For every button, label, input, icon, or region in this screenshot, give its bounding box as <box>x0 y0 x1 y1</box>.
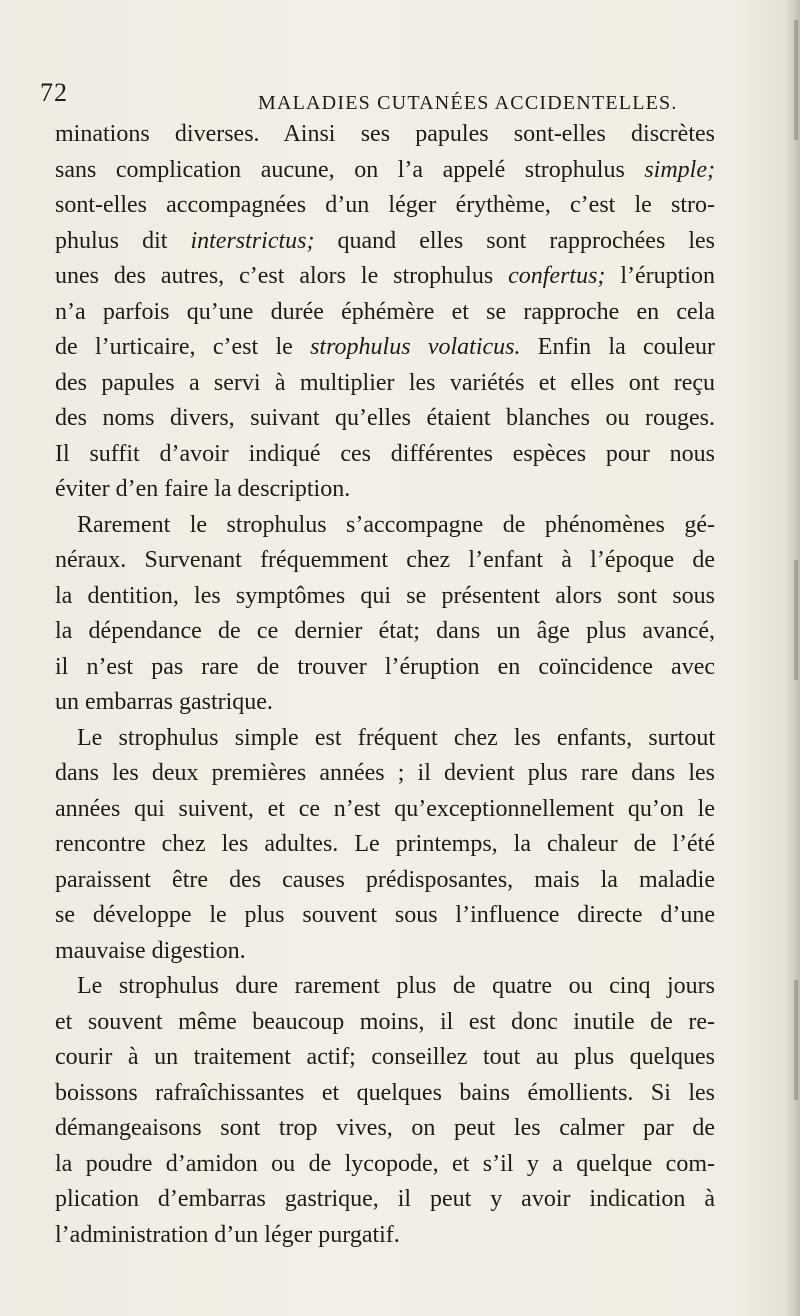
text-line: courir à un traitement actif; conseillez tout au plus quelques <box>55 1044 715 1070</box>
text-line: des noms divers, suivant qu’elles étaient blanches ou rouges. <box>55 405 715 431</box>
running-head: MALADIES CUTANÉES ACCIDENTELLES. <box>258 92 678 114</box>
body-text <box>55 117 715 1253</box>
text-line: la poudre d’amidon ou de lycopode, et s’il y a quelque com- <box>55 1150 715 1177</box>
text-line: des papules a servi à multiplier les variétés et elles ont reçu <box>55 369 715 396</box>
text-line: Le strophulus dure rarement plus de quatre ou cinq jours <box>77 973 715 999</box>
text-line: Il suffit d’avoir indiqué ces différentes espèces pour nous <box>55 440 715 467</box>
text-line: un embarras gastrique. <box>55 689 273 715</box>
page-right-edge-shadow <box>786 0 800 1316</box>
edge-mark <box>794 560 798 680</box>
text-line: minations diverses. Ainsi ses papules sont-elles discrètes <box>55 121 715 147</box>
text-line: sans complication aucune, on l’a appelé strophulus simple; <box>55 156 715 183</box>
text-line: sont-elles accompagnées d’un léger érythème, c’est le stro- <box>55 192 715 218</box>
text-line: se développe le plus souvent sous l’influence directe d’une <box>55 902 715 928</box>
text-line: néraux. Survenant fréquemment chez l’enfant à l’époque de <box>55 547 715 573</box>
text-line: il n’est pas rare de trouver l’éruption en coïncidence avec <box>55 653 715 680</box>
page-number: 72 <box>40 78 68 107</box>
text-line: n’a parfois qu’une durée éphémère et se rapproche en cela <box>55 298 715 325</box>
text-line: démangeaisons sont trop vives, on peut les calmer par de <box>55 1115 715 1141</box>
text-line: mauvaise digestion. <box>55 937 246 964</box>
text-line: la dépendance de ce dernier état; dans un âge plus avancé, <box>55 618 715 644</box>
text-line: dans les deux premières années ; il devient plus rare dans les <box>55 760 715 786</box>
text-line: unes des autres, c’est alors le strophulus confertus; l’éruption <box>55 263 715 289</box>
text-line: phulus dit interstrictus; quand elles sont rapprochées les <box>55 227 716 254</box>
edge-mark <box>794 980 798 1100</box>
text-line: éviter d’en faire la description. <box>55 476 351 502</box>
text-line: de l’urticaire, c’est le strophulus volaticus. Enfin la couleur <box>55 334 715 360</box>
text-line: la dentition, les symptômes qui se présentent alors sont sous <box>55 582 715 609</box>
text-line: rencontre chez les adultes. Le printemps, la chaleur de l’été <box>55 831 715 857</box>
edge-mark <box>794 20 798 140</box>
text-line: boissons rafraîchissantes et quelques bains émollients. Si les <box>55 1079 715 1106</box>
text-line: et souvent même beaucoup moins, il est donc inutile de re- <box>55 1008 715 1035</box>
text-line: Le strophulus simple est fréquent chez les enfants, surtout <box>77 724 715 751</box>
text-line: paraissent être des causes prédisposantes, mais la maladie <box>55 866 715 893</box>
text-line: Rarement le strophulus s’accompagne de phénomènes gé- <box>77 511 715 538</box>
text-line: l’administration d’un léger purgatif. <box>55 1221 400 1248</box>
text-line: années qui suivent, et ce n’est qu’exceptionnellement qu’on le <box>55 795 715 822</box>
text-line: plication d’embarras gastrique, il peut y avoir indication à <box>55 1186 715 1212</box>
